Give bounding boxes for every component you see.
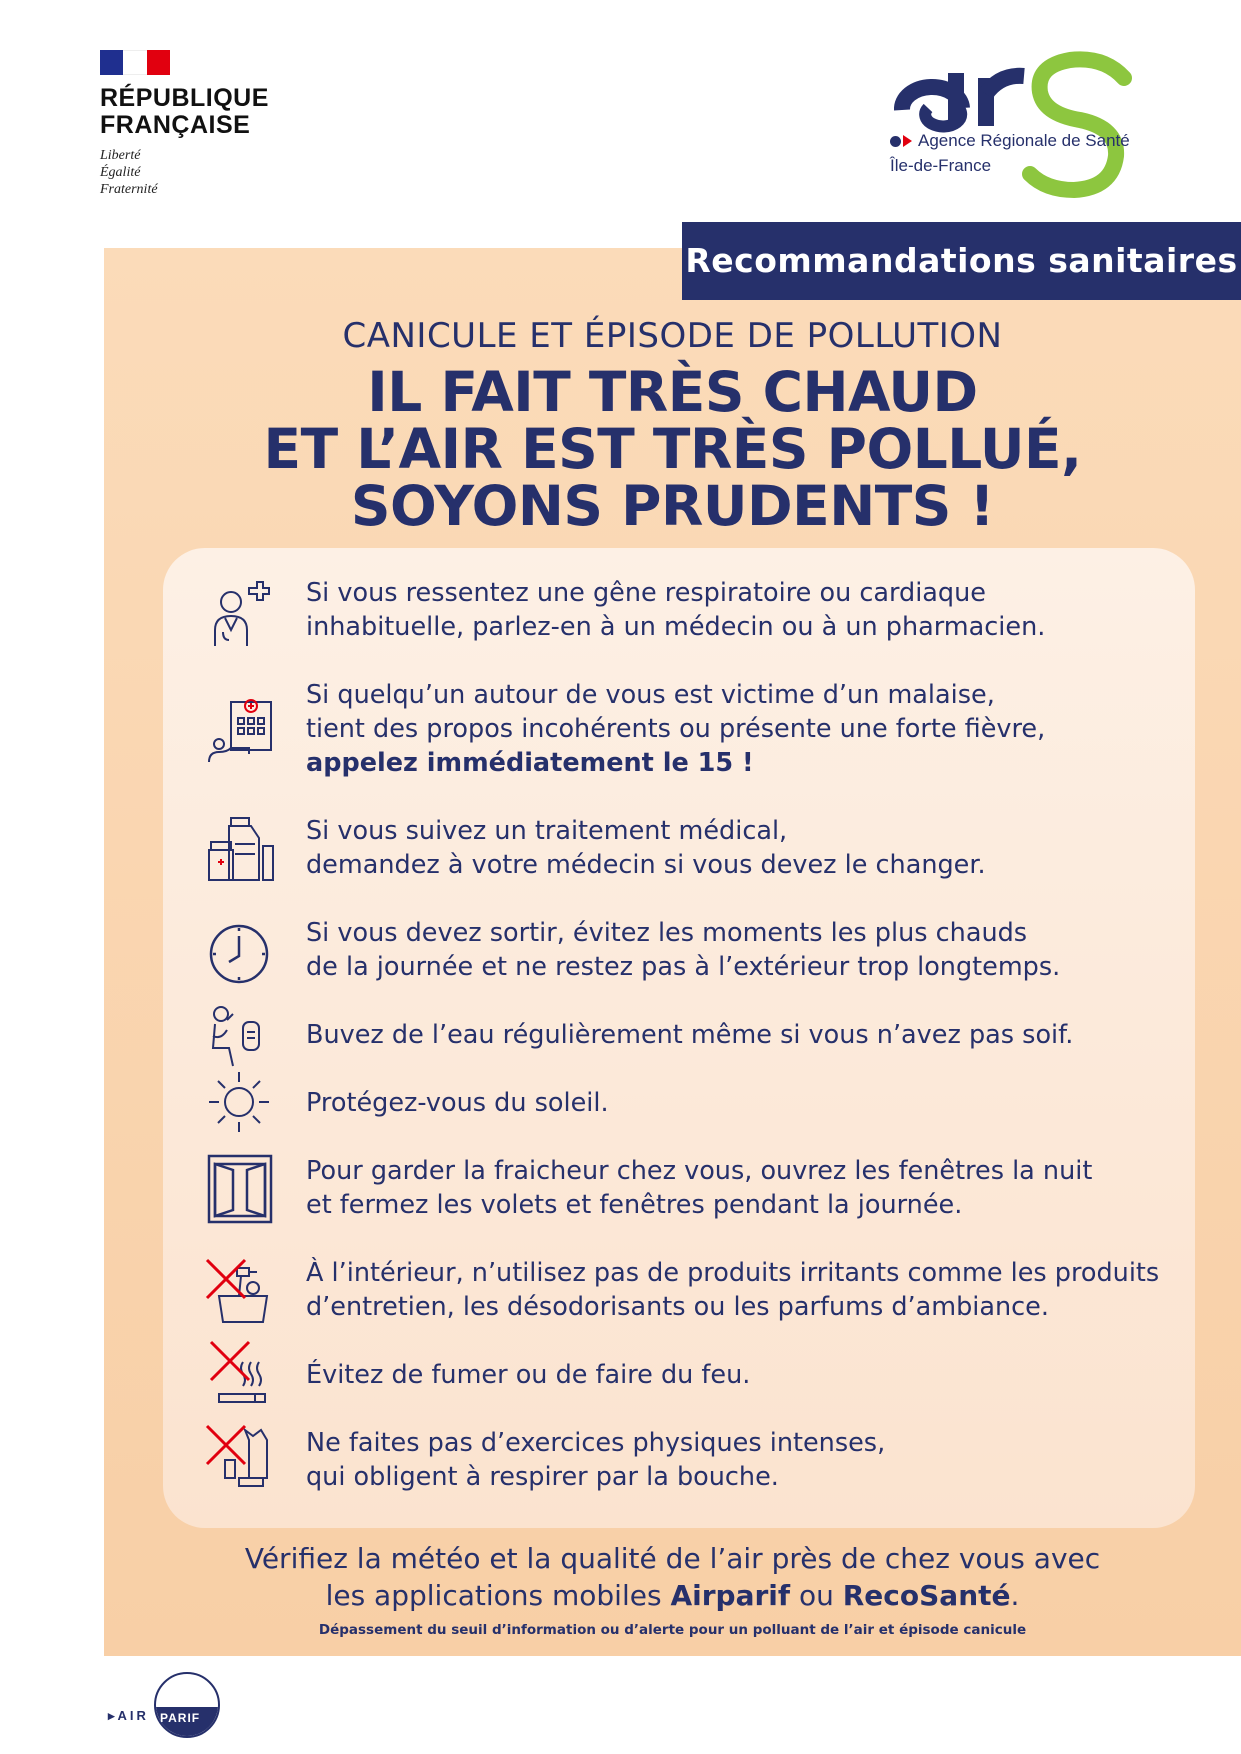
emergency-call-text: appelez immédiatement le 15 ! xyxy=(306,748,754,778)
recosante-app-name: RecoSanté xyxy=(842,1579,1011,1612)
hospital-icon xyxy=(205,692,277,764)
sun-icon xyxy=(205,1066,277,1138)
recommendations-card xyxy=(163,548,1195,1528)
republique-name: RÉPUBLIQUE FRANÇAISE xyxy=(100,84,269,139)
page-title: IL FAIT TRÈS CHAUD ET L’AIR EST TRÈS POLLUÉ, SOYONS PRUDENTS ! xyxy=(263,360,1082,538)
footnote: Dépassement du seuil d’information ou d’alerte pour un polluant de l’air et épisode canicule xyxy=(318,1622,1027,1638)
drinking-water-icon xyxy=(205,1000,277,1072)
ars-agency-name: Agence Régionale de Santé xyxy=(890,131,1130,151)
republique-motto: Liberté Égalité Fraternité xyxy=(100,148,158,197)
ars-dot-icon xyxy=(890,136,901,147)
clock-icon xyxy=(205,918,277,990)
recommendation-text: Buvez de l’eau régulièrement même si vous n’avez pas soif. xyxy=(306,1020,1074,1050)
recommendation-text: Protégez-vous du soleil. xyxy=(306,1088,609,1118)
no-exercise-icon xyxy=(205,1416,277,1488)
airparif-app-name: Airparif xyxy=(670,1579,791,1612)
recommendations-tag: Recommandations sanitaires xyxy=(682,222,1241,300)
airparif-logo xyxy=(108,1670,238,1740)
republique-francaise-logo xyxy=(100,50,269,198)
no-cleaning-products-icon xyxy=(205,1256,277,1328)
kicker-title: CANICULE ET ÉPISODE DE POLLUTION xyxy=(342,316,1003,356)
recommendation-text: Si vous ressentez une gêne respiratoire ou cardiaque inhabituelle, parlez-en à un médecin ou à un pharmacien. xyxy=(306,578,1046,642)
airparif-circle-icon: PARIF xyxy=(154,1672,220,1738)
recommendation-text: Évitez de fumer ou de faire du feu. xyxy=(306,1360,751,1390)
recommendation-text: Pour garder la fraicheur chez vous, ouvrez les fenêtres la nuit et fermez les volets et fenêtres pendant la journée. xyxy=(306,1156,1093,1220)
recommendation-text: Si vous suivez un traitement médical, demandez à votre médecin si vous devez le changer. xyxy=(306,816,986,880)
ars-region: Île-de-France xyxy=(890,156,992,175)
no-smoking-icon xyxy=(205,1338,277,1410)
ars-triangle-icon xyxy=(903,135,912,147)
recommendation-text: Si vous devez sortir, évitez les moments les plus chauds de la journée et ne restez pas à l’extérieur trop longtemps. xyxy=(306,918,1061,982)
french-flag-icon xyxy=(100,50,170,75)
window-icon xyxy=(205,1152,277,1224)
airparif-left-text: ▸AIR xyxy=(108,1708,149,1723)
recommendation-text: Si quelqu’un autour de vous est victime d’un malaise, tient des propos incohérents ou présente une forte fièvre, appelez immédiatement le 15 ! xyxy=(306,680,1046,778)
recommendation-text: À l’intérieur, n’utilisez pas de produits irritants comme les produits d’entretien, les désodorisants ou les parfums d’ambiance. xyxy=(306,1258,1160,1322)
footer-message: Vérifiez la météo et la qualité de l’air près de chez vous avec les applications mobiles Airparif ou RecoSanté. xyxy=(244,1542,1101,1612)
ars-logo xyxy=(890,48,1150,198)
doctor-icon xyxy=(205,580,277,652)
recommendation-text: Ne faites pas d’exercices physiques intenses, qui obligent à respirer par la bouche. xyxy=(306,1428,886,1492)
medicine-icon xyxy=(205,814,277,886)
